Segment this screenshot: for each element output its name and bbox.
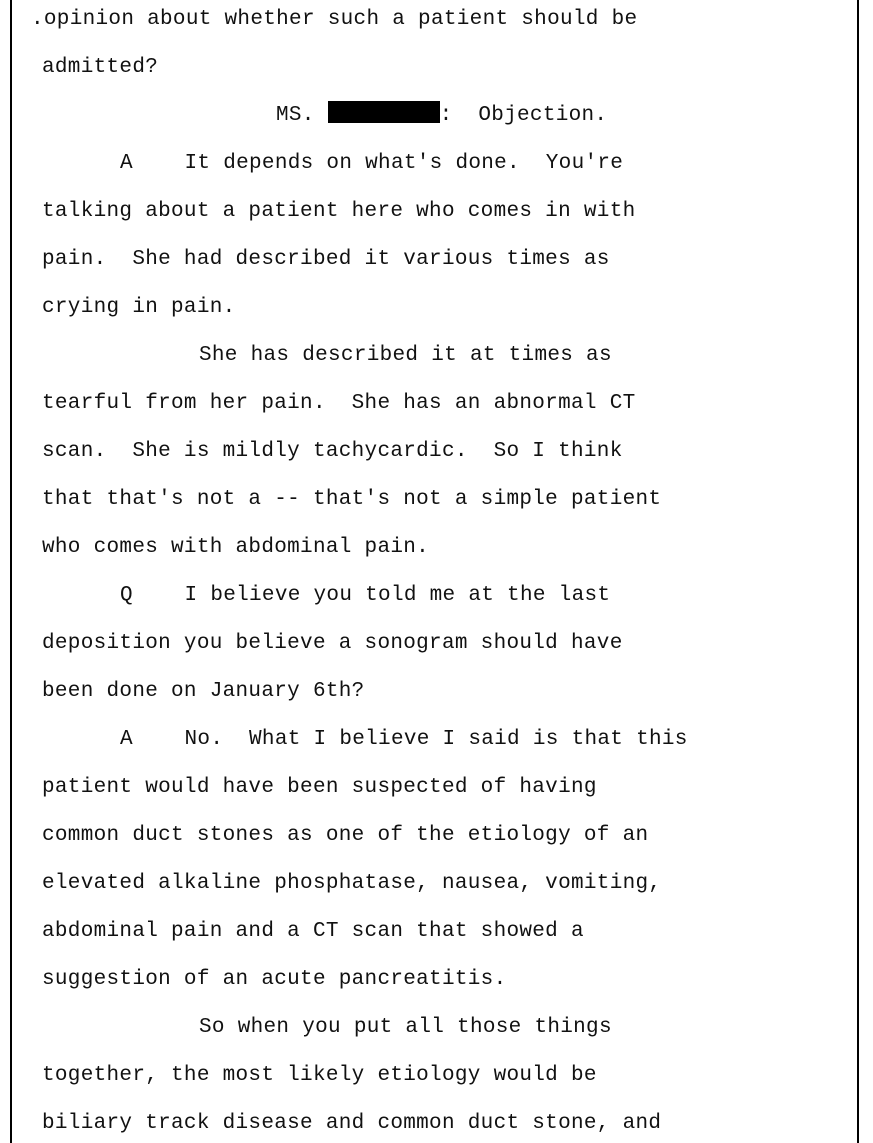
transcript-line-17: patient would have been suspected of having [42,776,597,799]
transcript-line-1: .opinion about whether such a patient should be [31,8,638,31]
objection-speaker-prefix: MS. [276,104,328,127]
transcript-line-15: been done on January 6th? [42,680,365,703]
transcript-line-4: A It depends on what's done. You're [120,152,624,175]
right-margin-rule [857,0,859,1143]
transcript-line-21: suggestion of an acute pancreatitis. [42,968,507,991]
transcript-line-12: who comes with abdominal pain. [42,536,430,559]
transcript-line-10: scan. She is mildly tachycardic. So I think [42,440,623,463]
left-margin-rule [10,0,12,1143]
transcript-line-6: pain. She had described it various times as [42,248,610,271]
redaction-bar [328,101,440,123]
transcript-line-24: biliary track disease and common duct stone, and [42,1112,662,1135]
objection-line [276,101,607,131]
transcript-line-2: admitted? [42,56,159,79]
transcript-line-11: that that's not a -- that's not a simple patient [42,488,662,511]
transcript-line-13: Q I believe you told me at the last [120,584,611,607]
transcript-line-5: talking about a patient here who comes in with [42,200,636,223]
transcript-line-14: deposition you believe a sonogram should have [42,632,623,655]
transcript-line-16: A No. What I believe I said is that this [120,728,688,751]
transcript-line-20: abdominal pain and a CT scan that showed a [42,920,584,943]
transcript-line-9: tearful from her pain. She has an abnormal CT [42,392,636,415]
transcript-line-8: She has described it at times as [199,344,612,367]
transcript-line-22: So when you put all those things [199,1016,612,1039]
objection-text: : Objection. [439,104,608,127]
transcript-line-18: common duct stones as one of the etiology of an [42,824,649,847]
transcript-line-19: elevated alkaline phosphatase, nausea, vomiting, [42,872,662,895]
transcript-line-23: together, the most likely etiology would be [42,1064,597,1087]
transcript-line-7: crying in pain. [42,296,236,319]
